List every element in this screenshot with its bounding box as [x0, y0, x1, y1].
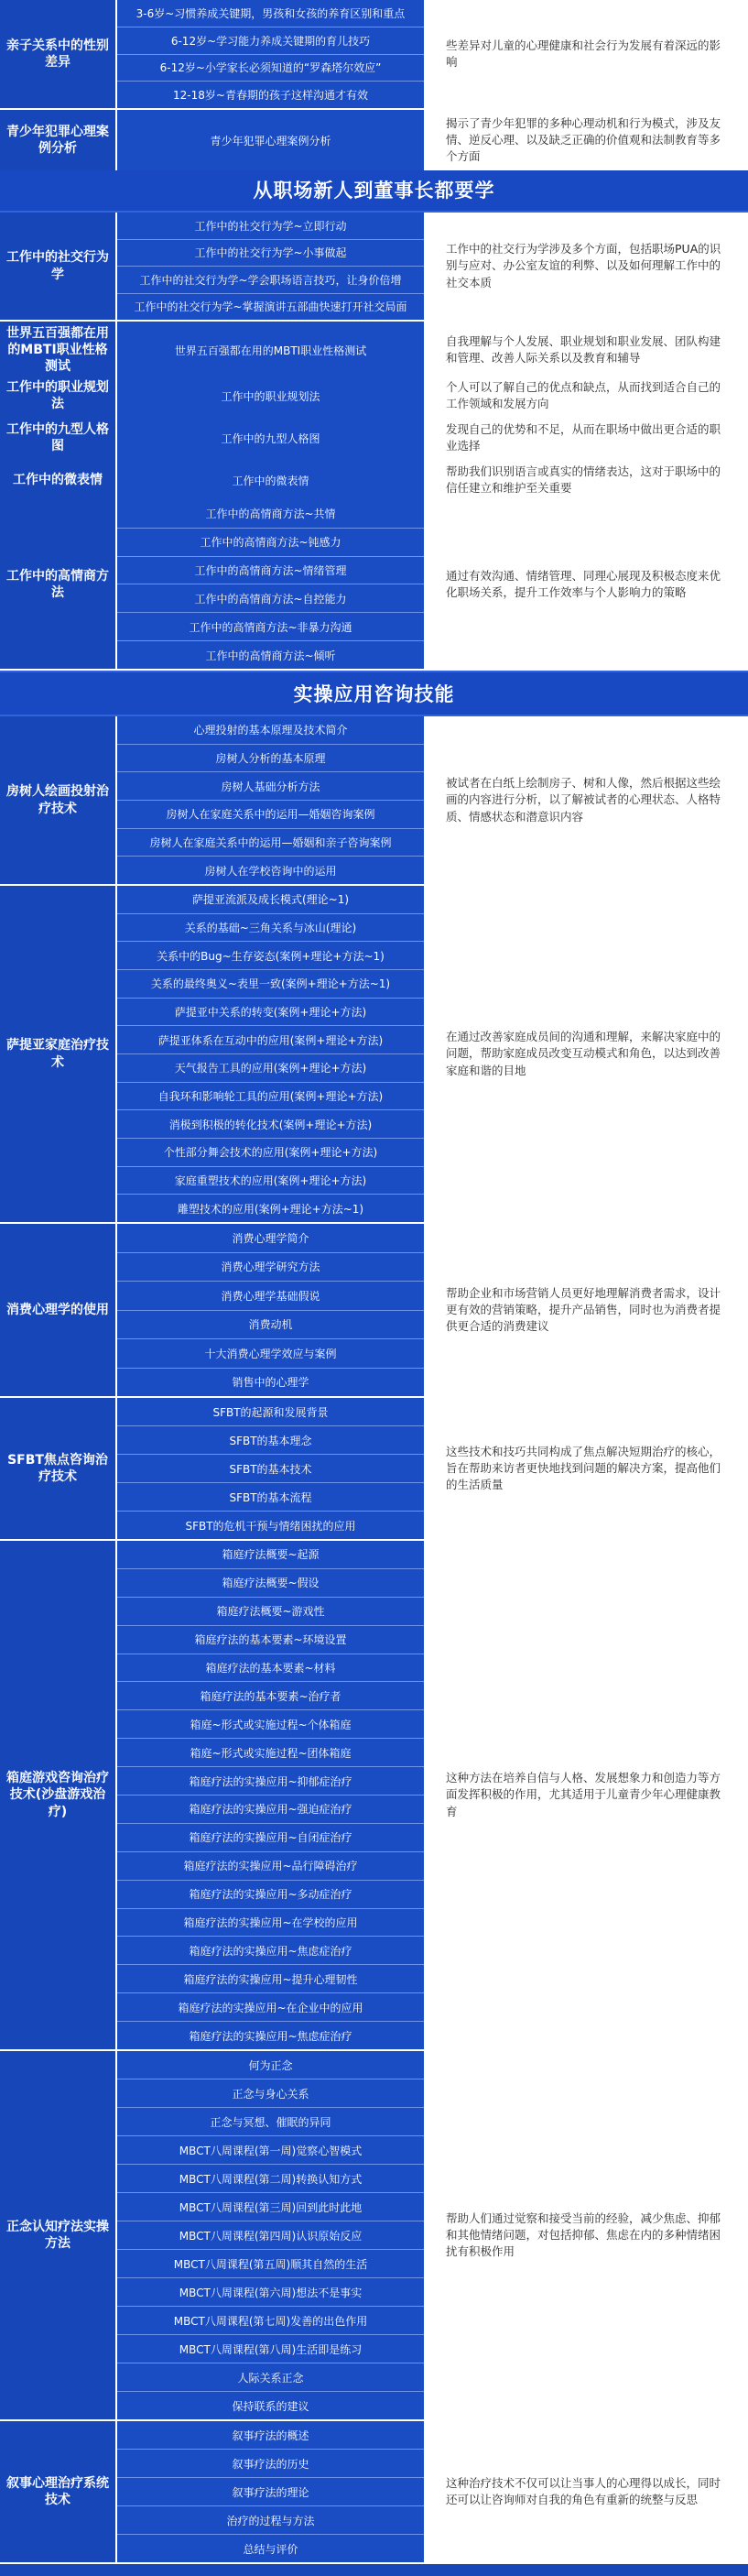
- lesson-item: 房树人在学校咨询中的运用: [117, 857, 424, 884]
- category-label: 工作中的高情商方法: [0, 500, 117, 669]
- lesson-item: 箱庭疗法的实操应用~在企业中的应用: [117, 1993, 424, 2022]
- lesson-item: MBCT八周课程(第二周)转换认知方式: [117, 2165, 424, 2193]
- lesson-item: 箱庭疗法的实操应用~在学校的应用: [117, 1909, 424, 1937]
- lesson-item: 工作中的微表情: [117, 458, 424, 502]
- lesson-item: 箱庭疗法的基本要素~材料: [117, 1654, 424, 1683]
- category-description: 帮助企业和市场营销人员更好地理解消费者需求，设计更有效的营销策略，提升产品销售，同时也为消费者提供更合适的消费建议: [426, 1224, 748, 1396]
- course-group: [0, 500, 748, 671]
- lesson-item: 工作中的高情商方法~倾听: [117, 641, 424, 669]
- lesson-list: [117, 716, 426, 884]
- category-label: 工作中的职业规划法: [0, 374, 117, 418]
- lesson-item: 3-6岁~习惯养成关键期，男孩和女孩的养育区别和重点: [117, 0, 424, 27]
- lesson-item: 总结与评价: [117, 2535, 424, 2562]
- course-group: [0, 1541, 748, 2051]
- lesson-list: [117, 0, 426, 108]
- lesson-item: 箱庭疗法的实操应用~自闭症治疗: [117, 1824, 424, 1852]
- lesson-item: 6-12岁~小学家长必须知道的“罗森塔尔效应”: [117, 55, 424, 82]
- lesson-list: [117, 1224, 426, 1396]
- category-description: 发现自己的优势和不足，从而在职场中做出更合适的职业选择: [426, 416, 748, 460]
- lesson-list: [117, 500, 426, 669]
- lesson-item: 保持联系的建议: [117, 2392, 424, 2419]
- course-group: [0, 886, 748, 1224]
- lesson-item: SFBT的危机干预与情绪困扰的应用: [117, 1512, 424, 1539]
- course-group: [0, 416, 748, 458]
- category-label: 青少年犯罪心理案例分析: [0, 110, 117, 170]
- lesson-item: 箱庭疗法的实操应用~多动症治疗: [117, 1881, 424, 1909]
- lesson-item: 消费动机: [117, 1311, 424, 1340]
- lesson-item: 消费心理学简介: [117, 1224, 424, 1253]
- lesson-item: 关系的基础~三角关系与冰山(理论): [117, 914, 424, 943]
- category-description: 在通过改善家庭成员间的沟通和理解，来解决家庭中的问题，帮助家庭成员改变互动模式和角色，以达到改善家庭和谐的目地: [426, 886, 748, 1222]
- lesson-item: 叙事疗法的理论: [117, 2478, 424, 2506]
- lesson-item: 萨提亚流派及成长模式(理论~1): [117, 886, 424, 914]
- category-description: 自我理解与个人发展、职业规划和职业发展、团队构建和管理、改善人际关系以及教育和辅导: [426, 322, 748, 379]
- course-group: [0, 2051, 748, 2421]
- category-description: 揭示了青少年犯罪的多种心理动机和行为模式，涉及友情、逆反心理、以及缺乏正确的价值观和法制教育等多个方面: [426, 110, 748, 170]
- lesson-item: SFBT的基本理念: [117, 1426, 424, 1455]
- lesson-item: MBCT八周课程(第五周)顺其自然的生活: [117, 2250, 424, 2278]
- lesson-item: 关系中的Bug~生存姿态(案例+理论+方法~1): [117, 942, 424, 970]
- lesson-item: 12-18岁~青春期的孩子这样沟通才有效: [117, 82, 424, 108]
- lesson-list: [117, 374, 426, 418]
- section-practical-skills: [0, 716, 748, 2564]
- lesson-item: 关系的最终奥义~表里一致(案例+理论+方法~1): [117, 970, 424, 999]
- lesson-item: 箱庭~形式或实施过程~团体箱庭: [117, 1739, 424, 1767]
- lesson-item: 正念与身心关系: [117, 2079, 424, 2108]
- category-label: 工作中的微表情: [0, 458, 117, 502]
- category-label: 萨提亚家庭治疗技术: [0, 886, 117, 1222]
- section-header-workplace: 从职场新人到董事长都要学: [0, 167, 748, 213]
- lesson-item: 箱庭疗法的基本要素~环境设置: [117, 1626, 424, 1654]
- lesson-list: [117, 1541, 426, 2049]
- lesson-item: 工作中的社交行为学~立即行动: [117, 213, 424, 240]
- category-label: 工作中的社交行为学: [0, 213, 117, 320]
- lesson-item: 箱庭疗法概要~游戏性: [117, 1598, 424, 1626]
- lesson-item: 萨提亚体系在互动中的应用(案例+理论+方法): [117, 1026, 424, 1054]
- category-description: 这种方法在培养自信与人格、发展想象力和创造力等方面发挥积极的作用，尤其适用于儿童青少年心理健康教育: [426, 1541, 748, 2049]
- lesson-item: 工作中的高情商方法~自控能力: [117, 584, 424, 613]
- section-top: [0, 0, 748, 167]
- lesson-item: 箱庭疗法的实操应用~品行障碍治疗: [117, 1852, 424, 1881]
- lesson-item: MBCT八周课程(第四周)认识原始反应: [117, 2221, 424, 2250]
- category-label: 箱庭游戏咨询治疗技术(沙盘游戏治疗): [0, 1541, 117, 2049]
- lesson-item: 十大消费心理学效应与案例: [117, 1339, 424, 1369]
- lesson-item: MBCT八周课程(第三周)回到此时此地: [117, 2193, 424, 2221]
- lesson-item: 工作中的社交行为学~掌握演讲五部曲快速打开社交局面: [117, 294, 424, 321]
- lesson-item: 萨提亚中关系的转变(案例+理论+方法): [117, 999, 424, 1027]
- lesson-list: [117, 110, 426, 170]
- lesson-item: 叙事疗法的历史: [117, 2450, 424, 2478]
- lesson-item: 房树人分析的基本原理: [117, 745, 424, 773]
- lesson-item: 房树人在家庭关系中的运用—婚姻和亲子咨询案例: [117, 829, 424, 857]
- lesson-item: 箱庭疗法概要~起源: [117, 1541, 424, 1569]
- lesson-list: [117, 213, 426, 320]
- lesson-item: SFBT的基本流程: [117, 1483, 424, 1512]
- section-workplace: [0, 213, 748, 671]
- lesson-item: 个性部分舞会技术的应用(案例+理论+方法): [117, 1139, 424, 1167]
- lesson-item: 箱庭疗法的实操应用~提升心理韧性: [117, 1965, 424, 1993]
- course-group: [0, 213, 748, 322]
- lesson-item: 工作中的高情商方法~非暴力沟通: [117, 613, 424, 641]
- lesson-item: 叙事疗法的概述: [117, 2421, 424, 2450]
- category-label: 叙事心理治疗系统技术: [0, 2421, 117, 2562]
- category-label: 消费心理学的使用: [0, 1224, 117, 1396]
- course-group: [0, 1398, 748, 1541]
- course-group: [0, 0, 748, 110]
- lesson-item: 消费心理学基础假说: [117, 1282, 424, 1311]
- lesson-item: 6-12岁~学习能力养成关键期的育儿技巧: [117, 27, 424, 55]
- course-group: [0, 458, 748, 500]
- lesson-item: 治疗的过程与方法: [117, 2506, 424, 2535]
- lesson-item: 人际关系正念: [117, 2363, 424, 2392]
- lesson-item: 箱庭疗法的实操应用~焦虑症治疗: [117, 2022, 424, 2049]
- course-group: [0, 1224, 748, 1398]
- section-header-practical-skills: 实操应用咨询技能: [0, 671, 748, 716]
- lesson-item: 消极到积极的转化技术(案例+理论+方法): [117, 1110, 424, 1139]
- lesson-item: 房树人基础分析方法: [117, 772, 424, 801]
- lesson-item: 工作中的社交行为学~小事做起: [117, 240, 424, 267]
- category-label: SFBT焦点咨询治疗技术: [0, 1398, 117, 1539]
- lesson-item: 何为正念: [117, 2051, 424, 2079]
- course-group: [0, 110, 748, 167]
- lesson-item: MBCT八周课程(第一周)觉察心智模式: [117, 2136, 424, 2165]
- category-description: 个人可以了解自己的优点和缺点，从而找到适合自己的工作领域和发展方向: [426, 374, 748, 418]
- category-description: 这种治疗技术不仅可以让当事人的心理得以成长，同时还可以让咨询师对自我的角色有重新的统整与反思: [426, 2421, 748, 2562]
- category-description: 帮助人们通过觉察和接受当前的经验，减少焦虑、抑郁和其他情绪问题，对包括抑郁、焦虑在内的多种情绪困扰有积极作用: [426, 2051, 748, 2419]
- lesson-item: SFBT的基本技术: [117, 1455, 424, 1483]
- lesson-list: [117, 322, 426, 379]
- category-description: 这些技术和技巧共同构成了焦点解决短期治疗的核心，旨在帮助来访者更快地找到问题的解决方案，提高他们的生活质量: [426, 1398, 748, 1539]
- lesson-item: 家庭重塑技术的应用(案例+理论+方法): [117, 1167, 424, 1195]
- category-description: 被试者在白纸上绘制房子、树和人像，然后根据这些绘画的内容进行分析，以了解被试者的心理状态、人格特质、情感状态和潜意识内容: [426, 716, 748, 884]
- category-label: 工作中的九型人格图: [0, 416, 117, 460]
- lesson-list: [117, 416, 426, 460]
- lesson-item: 工作中的高情商方法~情绪管理: [117, 557, 424, 585]
- lesson-item: 世界五百强都在用的MBTI职业性格测试: [117, 322, 424, 379]
- lesson-item: 箱庭疗法的实操应用~抑郁症治疗: [117, 1767, 424, 1796]
- lesson-item: 工作中的九型人格图: [117, 416, 424, 460]
- lesson-item: 箱庭疗法的基本要素~治疗者: [117, 1682, 424, 1710]
- lesson-item: 销售中的心理学: [117, 1369, 424, 1397]
- lesson-item: 自我环和影响轮工具的应用(案例+理论+方法): [117, 1083, 424, 1111]
- category-label: 世界五百强都在用的MBTI职业性格测试: [0, 322, 117, 379]
- lesson-item: 房树人在家庭关系中的运用—婚姻咨询案例: [117, 801, 424, 829]
- lesson-item: 青少年犯罪心理案例分析: [117, 110, 424, 170]
- lesson-item: 正念与冥想、催眠的异同: [117, 2108, 424, 2136]
- lesson-item: 工作中的社交行为学~学会职场语言技巧，让身价倍增: [117, 267, 424, 294]
- lesson-item: 箱庭~形式或实施过程~个体箱庭: [117, 1710, 424, 1739]
- lesson-item: 消费心理学研究方法: [117, 1253, 424, 1283]
- lesson-list: [117, 886, 426, 1222]
- lesson-item: 天气报告工具的应用(案例+理论+方法): [117, 1054, 424, 1083]
- category-label: 正念认知疗法实操方法: [0, 2051, 117, 2419]
- course-group: [0, 322, 748, 374]
- lesson-list: [117, 2051, 426, 2419]
- category-description: 通过有效沟通、情绪管理、同理心展现及积极态度来优化职场关系，提升工作效率与个人影响力的策略: [426, 500, 748, 669]
- lesson-item: 工作中的职业规划法: [117, 374, 424, 418]
- lesson-item: 工作中的高情商方法~钝感力: [117, 529, 424, 557]
- lesson-item: 箱庭疗法的实操应用~强迫症治疗: [117, 1796, 424, 1824]
- category-description: 帮助我们识别语言或真实的情绪表达，这对于职场中的信任建立和维护至关重要: [426, 458, 748, 502]
- category-label: 亲子关系中的性别差异: [0, 0, 117, 108]
- lesson-item: SFBT的起源和发展背景: [117, 1398, 424, 1426]
- lesson-list: [117, 1398, 426, 1539]
- lesson-item: 雕塑技术的应用(案例+理论+方法~1): [117, 1195, 424, 1222]
- lesson-list: [117, 458, 426, 502]
- lesson-item: 工作中的高情商方法~共情: [117, 500, 424, 529]
- category-description: 工作中的社交行为学涉及多个方面，包括职场PUA的识别与应对、办公室友谊的利弊、以及如何理解工作中的社交本质: [426, 213, 748, 320]
- course-group: [0, 716, 748, 886]
- lesson-list: [117, 2421, 426, 2562]
- lesson-item: 箱庭疗法概要~假设: [117, 1569, 424, 1598]
- lesson-item: MBCT八周课程(第七周)发善的出色作用: [117, 2307, 424, 2335]
- lesson-item: 心理投射的基本原理及技术简介: [117, 716, 424, 745]
- category-description: 些差异对儿童的心理健康和社会行为发展有着深远的影响: [426, 0, 748, 108]
- lesson-item: 箱庭疗法的实操应用~焦虑症治疗: [117, 1937, 424, 1965]
- course-group: [0, 2421, 748, 2564]
- lesson-item: MBCT八周课程(第八周)生活即是练习: [117, 2335, 424, 2363]
- category-label: 房树人绘画投射治疗技术: [0, 716, 117, 884]
- course-group: [0, 374, 748, 416]
- lesson-item: MBCT八周课程(第六周)想法不是事实: [117, 2278, 424, 2307]
